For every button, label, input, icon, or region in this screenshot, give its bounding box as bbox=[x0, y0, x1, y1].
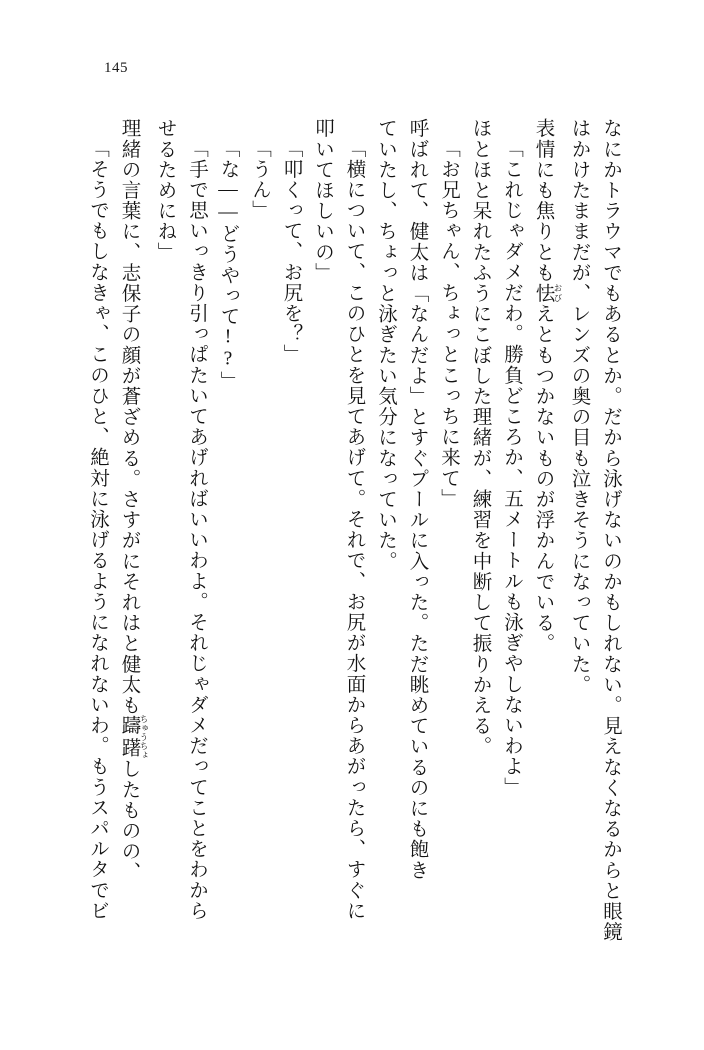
paragraph: 「横について、このひとを見てあげて。それで、お尻が水面からあがったら、すぐに bbox=[343, 137, 365, 921]
paragraph: 「これじゃダメだわ。勝負どころか、五メートルも泳ぎやしないわよ」 bbox=[501, 137, 522, 797]
paragraph: 呼ばれて、健太は「なんだよ」とすぐプールに入った。ただ眺めているのにも飽き bbox=[406, 118, 428, 881]
paragraph: 「そうでもしなきゃ、このひと、絶対に泳げるようになれないわ。もうスパルタでビ bbox=[87, 137, 108, 921]
page-number: 145 bbox=[104, 60, 128, 76]
paragraph-with-ruby: 表情にも焦りとも怯 おびえともつかないものが浮かんでいる。 bbox=[532, 118, 563, 654]
paragraph: 「叩くって、お尻を？」 bbox=[280, 137, 302, 365]
ruby-obi: 怯 おび bbox=[532, 282, 563, 304]
paragraph: 「手で思いっきり引っぱたいてあげればいいわよ。それじゃダメだってことをわから bbox=[186, 137, 207, 921]
paragraph: なにかトラウマでもあるとか。だから泳げないのかもしれない。見えなくなるからと眼鏡 bbox=[600, 118, 621, 942]
ruby-text: おび bbox=[553, 282, 563, 304]
paragraph: せるためにね」 bbox=[154, 118, 176, 263]
ruby-chuucho: 躊躇 ちゅうちょ bbox=[118, 714, 149, 760]
ruby-text: ちゅうちょ bbox=[139, 714, 149, 760]
paragraph: ほとほと呆れたふうにこぼした理緒が、練習を中断して振りかえる。 bbox=[469, 118, 491, 757]
paragraph: ていたし、ちょっと泳ぎたい気分になっていた。 bbox=[375, 118, 396, 572]
paragraph: 「お兄ちゃん、ちょっとこっちに来て」 bbox=[438, 137, 459, 509]
paragraph: 「うん」 bbox=[249, 137, 270, 220]
vertical-text-body bbox=[87, 118, 626, 964]
paragraph: 「な——どうやって!?」 bbox=[217, 137, 239, 391]
paragraph: はかけたままだが、レンズの奥の目も泣きそうになっていた。 bbox=[568, 118, 590, 695]
paragraph-with-ruby: 理緒の言葉に、志保子の顔が蒼ざめる。さすがにそれはと健太も躊躇 ちゅうちょしたものの、 bbox=[118, 118, 149, 883]
paragraph: 叩いてほしいの」 bbox=[312, 118, 333, 283]
